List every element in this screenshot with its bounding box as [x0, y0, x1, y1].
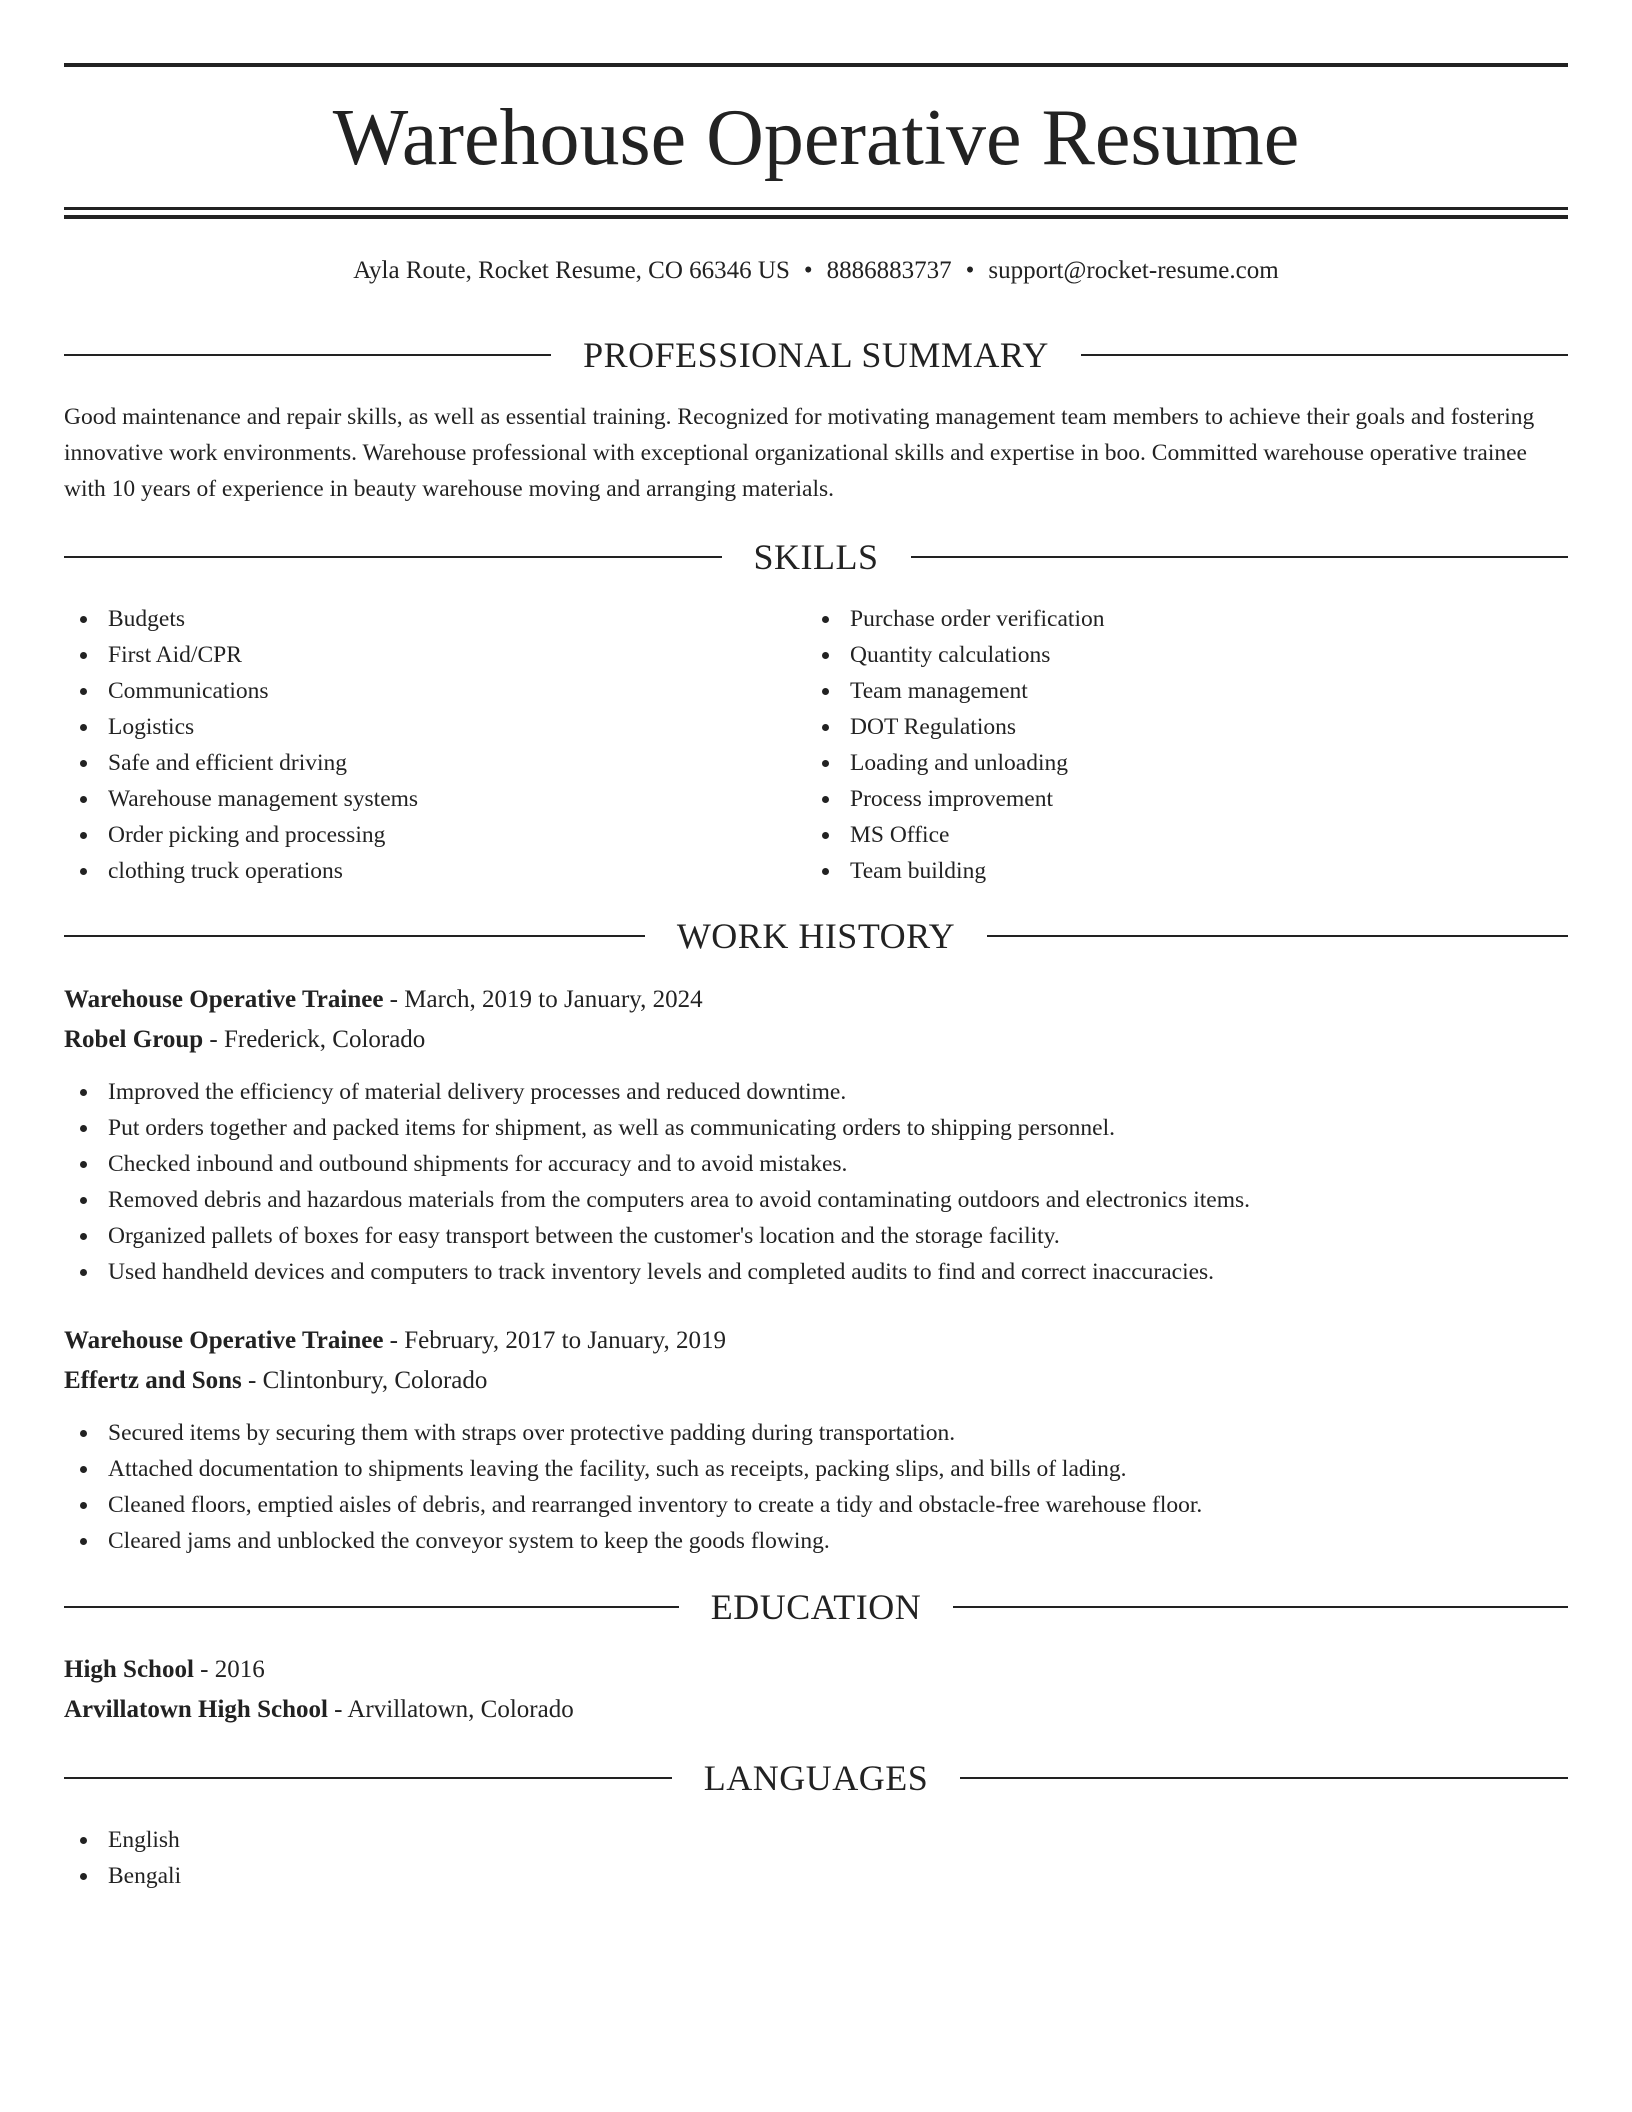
education-school-line [64, 1690, 1568, 1730]
job-duty: Organized pallets of boxes for easy transport between the customer's location and the storage facility. [64, 1218, 1568, 1254]
resume-title: Warehouse Operative Resume [332, 94, 1300, 182]
job-title-line [64, 1321, 1568, 1361]
header-double-rule-lower [64, 215, 1568, 219]
heading-rule [64, 1777, 672, 1779]
skill-item: Team building [806, 853, 1546, 889]
job-duty: Checked inbound and outbound shipments for accuracy and to avoid mistakes. [64, 1146, 1568, 1182]
job-title: Warehouse Operative Trainee [64, 1327, 384, 1354]
language-item: English [64, 1822, 1568, 1858]
job-duty: Cleared jams and unblocked the conveyor system to keep the goods flowing. [64, 1523, 1568, 1559]
education-year: - 2016 [193, 1656, 265, 1683]
skill-item: First Aid/CPR [64, 637, 804, 673]
skill-item: Purchase order verification [806, 601, 1546, 637]
job-duty: Removed debris and hazardous materials from the computers area to avoid contaminating outdoors and electronics items. [64, 1182, 1568, 1218]
job-company: Robel Group [64, 1026, 204, 1053]
section-heading-education [64, 1585, 1568, 1629]
job-location: - Clintonbury, Colorado [241, 1367, 488, 1394]
skill-item: Safe and efficient driving [64, 745, 804, 781]
languages-list [64, 1822, 1568, 1894]
section-heading-summary [64, 333, 1568, 377]
skill-item: Quantity calculations [806, 637, 1546, 673]
job-dates: - March, 2019 to January, 2024 [383, 986, 703, 1013]
skill-item: clothing truck operations [64, 853, 804, 889]
education-degree-line [64, 1650, 1568, 1690]
contact-separator: • [965, 257, 975, 284]
contact-line [64, 253, 1568, 289]
heading-rule [64, 935, 645, 937]
job-duty: Cleaned floors, emptied aisles of debris, and rearranged inventory to create a tidy and obstacle-free warehouse floor. [64, 1487, 1568, 1523]
job-company: Effertz and Sons [64, 1367, 242, 1394]
job-duties-list [64, 1415, 1568, 1559]
job-duty: Used handheld devices and computers to track inventory levels and completed audits to find and correct inaccuracies. [64, 1254, 1568, 1290]
section-title: EDUCATION [710, 1587, 922, 1627]
skills-list-left [64, 601, 804, 889]
job-duty: Secured items by securing them with straps over protective padding during transportation. [64, 1415, 1568, 1451]
heading-rule [64, 556, 722, 558]
contact-phone: 8886883737 [826, 257, 952, 284]
job-location: - Frederick, Colorado [203, 1026, 426, 1053]
education-school: Arvillatown High School [64, 1696, 328, 1723]
heading-rule [64, 354, 551, 356]
job-company-line [64, 1361, 1568, 1401]
skill-item: Communications [64, 673, 804, 709]
job-company-line [64, 1020, 1568, 1060]
heading-rule [64, 1606, 679, 1608]
job-duty: Put orders together and packed items for shipment, as well as communicating orders to shipping personnel. [64, 1110, 1568, 1146]
header-top-rule [64, 63, 1568, 67]
contact-email: support@rocket-resume.com [988, 257, 1279, 284]
language-item: Bengali [64, 1858, 1568, 1894]
skill-item: Process improvement [806, 781, 1546, 817]
summary-paragraph: Good maintenance and repair skills, as well as essential training. Recognized for motivating management team members to achieve their goals and fostering innovative work environments. Warehouse professional with exceptional organizational skills and expertise in boo. Committed warehouse operative trainee with 10 years of experience in beauty warehouse moving and arranging materials. [64, 404, 1535, 502]
education-location: - Arvillatown, Colorado [327, 1696, 574, 1723]
skill-item: Order picking and processing [64, 817, 804, 853]
heading-rule [987, 935, 1568, 937]
skill-item: Loading and unloading [806, 745, 1546, 781]
contact-separator: • [803, 257, 813, 284]
skills-list-right [806, 601, 1546, 889]
heading-rule [953, 1606, 1568, 1608]
section-heading-skills [64, 535, 1568, 579]
heading-rule [1081, 354, 1568, 356]
contact-address: Ayla Route, Rocket Resume, CO 66346 US [353, 257, 790, 284]
section-title: PROFESSIONAL SUMMARY [583, 335, 1049, 375]
job-duty: Attached documentation to shipments leaving the facility, such as receipts, packing slips, and bills of lading. [64, 1451, 1568, 1487]
job-dates: - February, 2017 to January, 2019 [383, 1327, 726, 1354]
heading-rule [911, 556, 1569, 558]
header-double-rule-upper [64, 207, 1568, 210]
job-duty: Improved the efficiency of material delivery processes and reduced downtime. [64, 1074, 1568, 1110]
skill-item: Budgets [64, 601, 804, 637]
skill-item: Warehouse management systems [64, 781, 804, 817]
skill-item: MS Office [806, 817, 1546, 853]
section-heading-work [64, 914, 1568, 958]
job-title-line [64, 980, 1568, 1020]
job-title: Warehouse Operative Trainee [64, 986, 384, 1013]
section-heading-languages [64, 1756, 1568, 1800]
education-degree: High School [64, 1656, 194, 1683]
skill-item: Logistics [64, 709, 804, 745]
section-title: WORK HISTORY [676, 916, 956, 956]
section-title: LANGUAGES [703, 1758, 929, 1798]
job-duties-list [64, 1074, 1568, 1290]
skill-item: DOT Regulations [806, 709, 1546, 745]
heading-rule [960, 1777, 1568, 1779]
skill-item: Team management [806, 673, 1546, 709]
section-title: SKILLS [753, 537, 879, 577]
